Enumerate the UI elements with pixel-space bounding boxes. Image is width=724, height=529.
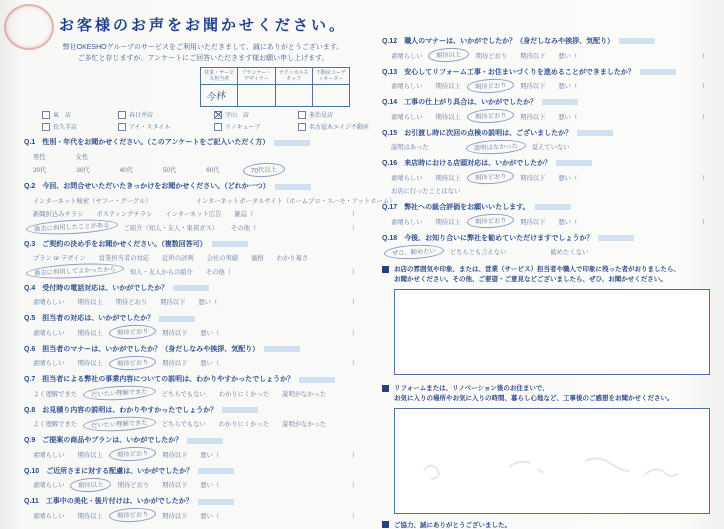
comment-label-line-1: リフォームまたは、リノベーション後のお住まいで、 bbox=[394, 385, 549, 393]
answer-option-row bbox=[24, 328, 362, 337]
question-header bbox=[24, 435, 362, 445]
answer-option[interactable]: 期待以下 bbox=[162, 482, 188, 490]
answer-option[interactable]: 新聞折込みチラシ bbox=[33, 211, 84, 219]
question-header bbox=[24, 344, 362, 354]
question-title: 来店時における店頭対応は、いかがでしたか？ bbox=[404, 160, 552, 167]
answer-option[interactable]: 知人・友人からの紹介 bbox=[129, 268, 193, 276]
highlight-mark-icon bbox=[535, 204, 571, 210]
selected-answer-option[interactable]: だいたい理解できた bbox=[83, 384, 156, 402]
store-option[interactable] bbox=[118, 110, 214, 119]
answer-option[interactable]: ） bbox=[701, 113, 708, 121]
question-header bbox=[24, 137, 362, 147]
staff-table bbox=[200, 67, 350, 107]
question-number: Q.6 bbox=[24, 345, 36, 353]
answer-option[interactable]: 素晴らしい bbox=[391, 218, 423, 226]
question-block bbox=[382, 97, 712, 121]
question-block bbox=[382, 233, 712, 257]
question-number: Q.8 bbox=[24, 406, 36, 414]
store-option[interactable] bbox=[298, 110, 369, 119]
answer-option[interactable]: 近所の評判 bbox=[162, 255, 194, 263]
question-header bbox=[24, 239, 362, 249]
intro-text bbox=[44, 42, 362, 64]
answer-option[interactable]: 期待以上 bbox=[435, 174, 461, 182]
comment-section bbox=[382, 265, 712, 375]
answer-option[interactable]: 期待以上 bbox=[77, 329, 103, 337]
selected-answer-option[interactable]: 過去に利用したことがある bbox=[26, 218, 118, 237]
comment-sections bbox=[382, 265, 712, 514]
answer-option[interactable]: ） bbox=[701, 52, 708, 60]
intro-line-1: 弊社OKESHOグループのサービスをご利用いただきまして、誠にありがとうございます。 bbox=[62, 44, 344, 51]
answer-option[interactable]: わかり易さ bbox=[276, 255, 309, 263]
question-title: お見積り内容の説明は、わかりやすかったでしょうか？ bbox=[42, 406, 218, 414]
answer-option-row bbox=[24, 297, 362, 306]
question-number: Q.17 bbox=[382, 204, 398, 211]
answer-option[interactable]: インターネットポータルサイト（ホームプロ・スーモ・アットホーム） bbox=[195, 197, 396, 205]
highlight-mark-icon bbox=[577, 130, 613, 136]
answer-option-row bbox=[382, 81, 712, 90]
question-title: 工事中の美化・後片付けは、いかがでしたか？ bbox=[45, 498, 193, 506]
red-stamp-icon bbox=[4, 4, 54, 50]
question-title: お引渡し時に次回の点検の説明は、ございましたか？ bbox=[404, 129, 573, 137]
answer-option[interactable]: ） bbox=[351, 268, 358, 276]
selected-answer-option[interactable]: 期待どおり bbox=[108, 355, 156, 371]
answer-option[interactable]: わかりにくかった bbox=[218, 421, 270, 429]
store-label: 春日井店 bbox=[129, 113, 154, 120]
answer-option[interactable]: 男性 bbox=[33, 153, 46, 161]
answer-option-row bbox=[382, 247, 712, 256]
answer-option[interactable]: よく理解できた bbox=[33, 390, 78, 398]
answer-option[interactable]: 期待以下 bbox=[162, 512, 188, 520]
question-block bbox=[382, 128, 712, 152]
checkbox-icon[interactable] bbox=[42, 111, 50, 119]
question-number: Q.18 bbox=[382, 234, 398, 242]
store-label: 多治見店 bbox=[309, 113, 334, 120]
selected-answer-option[interactable]: 期待どおり bbox=[466, 213, 514, 229]
question-number: Q.11 bbox=[24, 498, 39, 506]
answer-option[interactable]: その他（ bbox=[205, 268, 232, 276]
comment-label-text bbox=[394, 384, 674, 404]
question-block bbox=[24, 239, 362, 276]
question-header bbox=[24, 466, 362, 476]
answer-option-row bbox=[24, 253, 362, 262]
question-header bbox=[24, 496, 362, 506]
highlight-mark-icon bbox=[222, 407, 258, 413]
store-option[interactable] bbox=[118, 122, 214, 131]
answer-option[interactable]: 期待どおり bbox=[115, 299, 148, 307]
highlight-mark-icon bbox=[275, 184, 311, 190]
selected-answer-option[interactable]: 期待どおり bbox=[108, 324, 156, 340]
selected-answer-option[interactable]: 期待どおり bbox=[466, 108, 514, 124]
answer-option[interactable]: ） bbox=[351, 360, 358, 368]
store-label: 守山 店 bbox=[225, 113, 250, 120]
answer-option[interactable]: 期待以下 bbox=[162, 451, 188, 459]
answer-option-row bbox=[382, 112, 712, 121]
question-title: 安心してリフォーム工事・お住まいづくりを進めることができましたか？ bbox=[404, 68, 635, 76]
question-title: 工事の仕上がり具合は、いかがでしたか？ bbox=[404, 99, 538, 106]
answer-option[interactable]: 期待以上 bbox=[77, 512, 103, 520]
square-bullet-icon bbox=[382, 266, 389, 273]
comment-section bbox=[382, 384, 712, 514]
question-header bbox=[382, 202, 712, 212]
question-number: Q.5 bbox=[24, 315, 36, 323]
store-label: リノキューブ bbox=[225, 125, 261, 132]
store-label: 名古屋木エイジ不動産 bbox=[309, 125, 370, 132]
answer-option-row bbox=[382, 186, 712, 195]
selected-answer-option[interactable]: ぜひ、勧めたい bbox=[384, 243, 444, 260]
answer-option[interactable]: よく理解できた bbox=[33, 421, 78, 429]
question-title: ご提案の商品やプランは、いかがでしたか？ bbox=[42, 437, 183, 445]
question-title: 担当者のマナーは、いかがでしたか？（身だしなみや挨拶、気配り） bbox=[42, 345, 260, 353]
question-header bbox=[382, 128, 712, 138]
answer-option[interactable]: 期待以上 bbox=[435, 218, 461, 226]
answer-option[interactable]: 悪い（ bbox=[200, 512, 220, 520]
selected-answer-option[interactable]: 期待どおり bbox=[466, 77, 514, 93]
highlight-mark-icon bbox=[542, 99, 578, 105]
question-header bbox=[382, 67, 712, 77]
selected-answer-option[interactable]: 期待どおり bbox=[466, 169, 514, 185]
staff-column-header: 営業・サービス担当者 bbox=[201, 68, 238, 85]
answer-option[interactable]: 期待以上 bbox=[435, 83, 461, 90]
square-bullet-icon bbox=[382, 385, 389, 392]
question-number: Q.2 bbox=[24, 183, 36, 191]
closing-text: ご協力、誠にありがとうございました。 bbox=[394, 522, 511, 529]
question-number: Q.12 bbox=[382, 38, 398, 45]
question-number: Q.4 bbox=[24, 284, 36, 292]
comment-label-text bbox=[394, 265, 680, 285]
store-label: 長久手店 bbox=[53, 125, 78, 132]
answer-option[interactable]: 説明がなかった bbox=[282, 421, 327, 429]
answer-option[interactable]: 会社の実績 bbox=[206, 255, 239, 263]
checkbox-icon[interactable] bbox=[214, 123, 222, 131]
answer-option[interactable]: 期待以下 bbox=[520, 52, 546, 60]
answer-option[interactable]: 期待以上 bbox=[77, 360, 103, 368]
question-block bbox=[24, 137, 362, 174]
answer-option[interactable]: 悪い（ bbox=[200, 329, 220, 337]
answer-option[interactable]: 素晴らしい bbox=[33, 512, 65, 520]
question-header bbox=[24, 374, 362, 384]
answer-option[interactable]: 説明がなかった bbox=[282, 390, 327, 398]
answer-option[interactable]: 悪い（ bbox=[200, 451, 220, 459]
answer-option[interactable]: 期待どおり bbox=[117, 482, 150, 490]
answer-option[interactable]: 悪い（ bbox=[558, 113, 578, 121]
answer-option-row bbox=[24, 196, 396, 205]
answer-option[interactable]: 素晴らしい bbox=[33, 299, 65, 307]
question-block bbox=[382, 67, 712, 91]
answer-option-row bbox=[24, 267, 362, 276]
answer-option[interactable]: ） bbox=[701, 174, 708, 182]
answer-option[interactable]: 悪い（ bbox=[558, 174, 578, 182]
answer-option[interactable]: お店に行ったことはない bbox=[391, 188, 461, 195]
answer-option[interactable]: ） bbox=[351, 451, 358, 459]
answer-option[interactable]: 素晴らしい bbox=[33, 482, 65, 490]
question-number: Q.10 bbox=[24, 467, 40, 475]
answer-option[interactable]: 期待以下 bbox=[162, 360, 188, 368]
answer-option-row bbox=[382, 173, 712, 182]
store-label: アイ・スタイル bbox=[129, 125, 171, 132]
answer-option[interactable]: 期待以上 bbox=[77, 299, 103, 307]
store-option[interactable] bbox=[214, 122, 298, 131]
answer-option[interactable]: ） bbox=[351, 512, 358, 520]
question-header bbox=[24, 313, 362, 323]
highlight-mark-icon bbox=[198, 499, 234, 505]
staff-entry-cell bbox=[275, 85, 312, 107]
answer-option-row bbox=[24, 209, 362, 218]
answer-option[interactable]: 悪い（ bbox=[200, 360, 220, 368]
question-block bbox=[24, 405, 362, 429]
comment-label bbox=[382, 265, 712, 285]
answer-option[interactable]: ） bbox=[351, 329, 358, 337]
selected-answer-option[interactable]: 期待以上 bbox=[428, 47, 470, 63]
answer-option-row bbox=[24, 152, 362, 161]
answer-option[interactable]: 期待以下 bbox=[520, 83, 546, 90]
answer-option[interactable]: ） bbox=[701, 83, 708, 90]
answer-option[interactable]: 女性 bbox=[75, 153, 89, 161]
question-number: Q.1 bbox=[24, 139, 36, 147]
answer-option-row bbox=[24, 450, 362, 459]
highlight-mark-icon bbox=[619, 38, 655, 44]
highlight-mark-icon bbox=[640, 69, 676, 75]
answer-option[interactable]: 営業担当者の対応 bbox=[98, 255, 150, 263]
staff-column-header: 不動産コーディネーター bbox=[312, 68, 349, 85]
answer-option[interactable]: ） bbox=[701, 218, 708, 226]
answer-option[interactable]: ご紹介（知人・友人・東邦ガス） bbox=[123, 224, 219, 232]
highlight-mark-icon bbox=[274, 140, 310, 146]
answer-option[interactable]: 悪い（ bbox=[198, 299, 218, 307]
answer-option[interactable]: 説明はあった bbox=[391, 144, 429, 151]
comment-label-line-1: お店の雰囲気や印象、または、営業（サービス）担当者や職人で印象に残った者がおりましたら、 bbox=[394, 266, 680, 273]
highlight-mark-icon bbox=[264, 346, 300, 352]
answer-option[interactable]: わかりにくかった bbox=[218, 390, 270, 398]
question-header bbox=[24, 283, 362, 293]
answer-option[interactable]: インターネット広告 bbox=[165, 211, 222, 219]
store-option[interactable] bbox=[214, 110, 298, 119]
answer-option-row bbox=[24, 480, 362, 489]
question-header bbox=[382, 158, 712, 168]
highlight-mark-icon bbox=[198, 468, 234, 474]
answer-option[interactable]: 20代 bbox=[33, 167, 47, 175]
answer-option[interactable]: 勧めたくない bbox=[550, 249, 589, 256]
highlight-mark-icon bbox=[187, 438, 223, 444]
closing-note bbox=[382, 520, 712, 529]
question-block bbox=[24, 313, 362, 337]
answer-option-row bbox=[382, 51, 712, 60]
question-block bbox=[24, 496, 362, 520]
question-block bbox=[382, 202, 712, 226]
highlight-mark-icon bbox=[299, 377, 335, 383]
answer-option[interactable]: インターネット検索（ヤフー・グーグル） bbox=[33, 197, 152, 205]
answer-option[interactable]: 期待以上 bbox=[435, 113, 461, 121]
answer-option[interactable]: 価格 bbox=[251, 255, 264, 263]
comment-input-box[interactable] bbox=[394, 289, 710, 375]
answer-option[interactable]: どちらでもない bbox=[161, 390, 206, 398]
question-title: ご近所さまに対する配慮は、いかがでしたか？ bbox=[46, 467, 194, 475]
questions-right bbox=[382, 36, 712, 256]
answer-option[interactable]: 悪い（ bbox=[200, 482, 220, 490]
question-title: 職人のマナーは、いかがでしたか？（身だしなみや挨拶、気配り） bbox=[404, 38, 615, 45]
answer-option-row bbox=[24, 511, 362, 520]
question-title: 担当者による弊社の事業内容についての説明は、わかりやすかったでしょうか？ bbox=[42, 376, 295, 384]
checkbox-icon[interactable] bbox=[118, 123, 126, 131]
answer-option[interactable]: ） bbox=[351, 299, 358, 307]
answer-option[interactable]: 期待以下 bbox=[520, 218, 546, 226]
question-number: Q.14 bbox=[382, 99, 398, 106]
checkbox-icon[interactable] bbox=[118, 111, 126, 119]
question-block bbox=[382, 158, 712, 195]
comment-label bbox=[382, 384, 712, 404]
answer-option[interactable]: 期待以下 bbox=[160, 299, 186, 307]
answer-option-row bbox=[382, 142, 712, 151]
question-block bbox=[24, 435, 362, 459]
comment-input-box[interactable] bbox=[394, 408, 710, 514]
checkbox-icon[interactable] bbox=[214, 111, 222, 119]
answer-option[interactable]: 素晴らしい bbox=[33, 451, 65, 459]
checkbox-icon[interactable] bbox=[298, 123, 306, 131]
question-header bbox=[24, 181, 362, 191]
highlight-mark-icon bbox=[159, 316, 195, 322]
question-block bbox=[24, 374, 362, 398]
selected-answer-option[interactable]: 期待どおり bbox=[108, 507, 156, 523]
answer-option-row bbox=[382, 217, 712, 226]
answer-option[interactable]: 素晴らしい bbox=[33, 360, 65, 368]
answer-option-row bbox=[24, 419, 362, 428]
staff-entry-cell bbox=[238, 85, 275, 107]
answer-option[interactable]: ） bbox=[351, 211, 358, 219]
answer-option[interactable]: プラン or デザイン bbox=[33, 255, 86, 263]
staff-column-header: テクニカルスタッフ bbox=[275, 68, 312, 85]
answer-option[interactable]: 素晴らしい bbox=[391, 174, 423, 182]
question-header bbox=[24, 405, 362, 415]
answer-option[interactable]: ポスティングチラシ bbox=[96, 211, 153, 219]
question-number: Q.16 bbox=[382, 160, 398, 167]
answer-option[interactable]: 素晴らしい bbox=[391, 83, 423, 90]
highlight-mark-icon bbox=[173, 285, 209, 291]
answer-option[interactable]: 雑誌（ bbox=[234, 211, 254, 219]
right-column bbox=[368, 0, 724, 529]
highlight-mark-icon bbox=[556, 160, 592, 166]
question-number: Q.13 bbox=[382, 68, 398, 76]
answer-option[interactable]: 60代 bbox=[206, 167, 220, 175]
answer-option[interactable]: 30代 bbox=[76, 167, 90, 175]
question-number: Q.9 bbox=[24, 437, 36, 445]
question-number: Q.3 bbox=[24, 240, 36, 248]
question-block bbox=[382, 36, 712, 60]
answer-option[interactable]: ） bbox=[351, 224, 358, 232]
question-header bbox=[382, 36, 712, 46]
store-option[interactable] bbox=[42, 122, 118, 131]
answer-option[interactable]: ） bbox=[351, 482, 358, 490]
question-header bbox=[382, 97, 712, 107]
answer-option[interactable]: 素晴らしい bbox=[33, 329, 65, 337]
question-header bbox=[382, 233, 712, 243]
question-block bbox=[24, 344, 362, 368]
checkbox-icon[interactable] bbox=[298, 111, 306, 119]
answer-option[interactable]: 期待どおり bbox=[475, 52, 508, 60]
answer-option[interactable]: 期待以下 bbox=[520, 174, 546, 182]
answer-option[interactable]: どちらとも言えない bbox=[449, 249, 507, 256]
staff-entry-cell bbox=[312, 85, 349, 107]
answer-option-row bbox=[24, 223, 362, 232]
question-title: 弊社への総合評価をお願いいたします。 bbox=[404, 204, 530, 211]
highlight-mark-icon bbox=[212, 241, 248, 247]
square-bullet-icon bbox=[382, 521, 389, 528]
store-checkbox-group bbox=[42, 110, 370, 132]
answer-option-row bbox=[24, 389, 362, 398]
question-block bbox=[24, 283, 362, 307]
question-title: 性別・年代をお聞かせください。（このアンケートをご記入いただく方） bbox=[42, 139, 270, 147]
question-number: Q.7 bbox=[24, 376, 36, 384]
question-title: 受付時の電話対応は、いかがでしたか？ bbox=[42, 284, 169, 292]
checkbox-icon[interactable] bbox=[42, 123, 50, 131]
selected-answer-option[interactable]: 70代以上 bbox=[242, 162, 285, 178]
answer-option[interactable]: 50代 bbox=[162, 167, 177, 175]
answer-option[interactable]: 悪い（ bbox=[558, 218, 578, 226]
selected-answer-option[interactable]: 期待以上 bbox=[70, 477, 112, 493]
answer-option[interactable]: どちらでもない bbox=[161, 421, 206, 429]
staff-column-header: プランナー・デザイナー bbox=[238, 68, 275, 85]
page-title: お客様のお声をお聞かせください。 bbox=[58, 17, 347, 34]
store-option[interactable] bbox=[42, 110, 118, 119]
answer-option[interactable]: 覚えていない bbox=[531, 144, 570, 151]
answer-option[interactable]: 悪い（ bbox=[558, 52, 578, 60]
answer-option-row bbox=[24, 165, 362, 174]
answer-option[interactable]: 期待以上 bbox=[77, 451, 103, 459]
question-number: Q.15 bbox=[382, 129, 398, 137]
answer-option[interactable]: その他（ bbox=[231, 224, 257, 232]
question-title: 今回、お問合せいただいたきっかけをお聞かせください。（どれか一つ） bbox=[42, 183, 270, 191]
answer-option[interactable]: 期待以下 bbox=[520, 113, 546, 121]
comment-label-line-2: お気に入りの場所やお気に入りの時間、暮らし心地など、工事後のご感想をお聞かせください。 bbox=[394, 395, 674, 403]
staff-entry-cell bbox=[201, 85, 238, 107]
question-title: ご契約の決め手をお聞かせください。（複数回答可） bbox=[42, 240, 207, 248]
handwritten-name: 今林 bbox=[204, 90, 226, 104]
store-option[interactable] bbox=[298, 122, 369, 131]
question-title: 今後、お知り合いに弊社を勧めていただけますでしょうか？ bbox=[404, 234, 594, 242]
store-label: 東 店 bbox=[53, 113, 72, 120]
selected-answer-option[interactable]: だいたい理解できた bbox=[83, 415, 156, 433]
answer-option[interactable]: 悪い（ bbox=[558, 83, 578, 90]
selected-answer-option[interactable]: 期待どおり bbox=[108, 446, 156, 462]
faint-handwriting bbox=[395, 409, 709, 513]
selected-answer-option[interactable]: 過去に利用してよかったから bbox=[26, 262, 124, 281]
selected-answer-option[interactable]: 説明はなかった bbox=[465, 138, 526, 155]
highlight-mark-icon bbox=[598, 235, 634, 241]
answer-option[interactable]: 期待以下 bbox=[162, 329, 188, 337]
answer-option[interactable]: 40代 bbox=[119, 167, 133, 175]
answer-option[interactable]: 素晴らしい bbox=[391, 113, 423, 121]
question-title: 担当者の対応は、いかがでしたか？ bbox=[42, 315, 155, 323]
intro-line-2: ご多忙と存じますが、アンケートにご回答いただきます様お願い申し上げます。 bbox=[77, 55, 329, 63]
answer-option[interactable]: 素晴らしい bbox=[391, 52, 423, 60]
question-block bbox=[24, 466, 362, 490]
comment-label-line-2: お聞かせください。その他、ご要望・ご意見などございましたら、ぜひ、お聞かせください。 bbox=[394, 276, 667, 284]
answer-option-row bbox=[24, 358, 362, 367]
